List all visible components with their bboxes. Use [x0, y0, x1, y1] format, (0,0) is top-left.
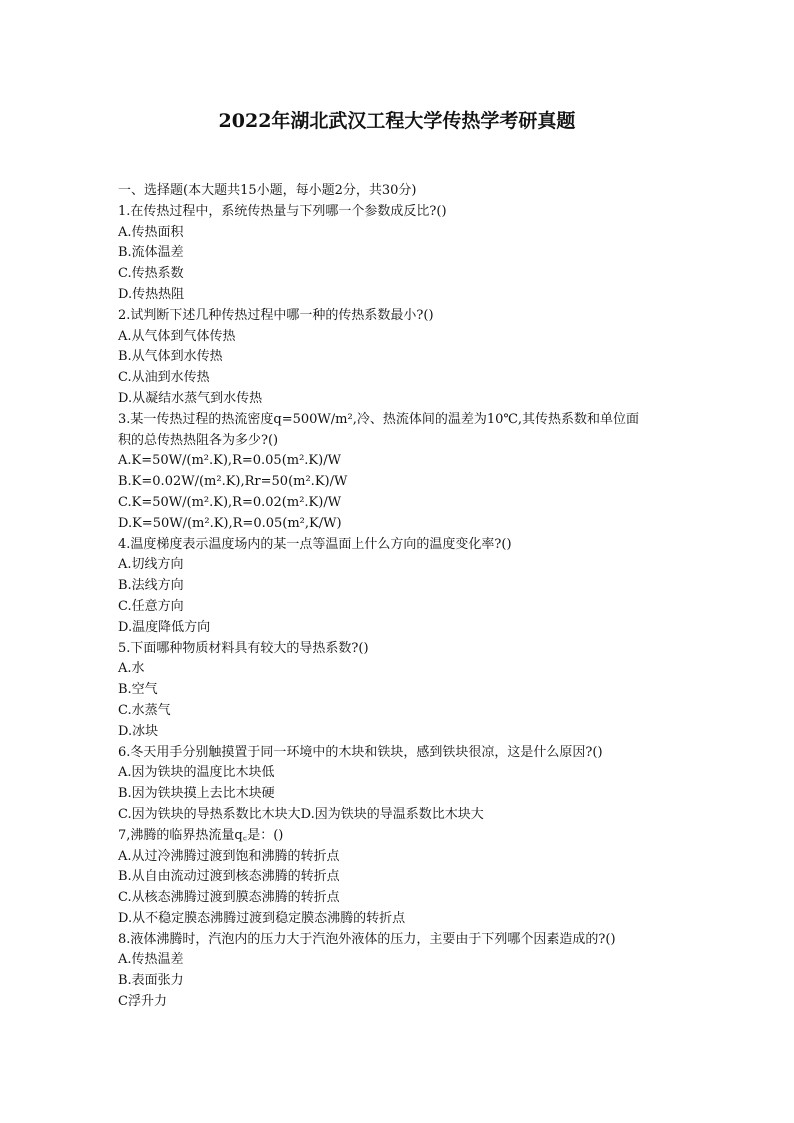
option-6cd: C.因为铁块的导热系数比木块大D.因为铁块的导温系数比木块大	[118, 806, 484, 822]
question-2: 2.试判断下述几种传热过程中哪一种的传热系数最小?()	[118, 307, 434, 323]
option-5b: B.空气	[118, 682, 158, 698]
option-4d: D.温度降低方向	[118, 619, 211, 635]
option-4a: A.切线方向	[118, 557, 184, 573]
question-1: 1.在传热过程中，系统传热量与下列哪一个参数成反比?()	[118, 203, 447, 219]
section-header: 一、选择题(本大题共15小题，每小题2分，共30分)	[118, 183, 417, 198]
option-4c: C.任意方向	[118, 598, 184, 614]
option-1d: D.传热热阻	[118, 286, 185, 302]
option-2d: D.从凝结水蒸气到水传热	[118, 390, 263, 406]
option-8b: B.表面张力	[118, 973, 184, 989]
option-6a: A.因为铁块的温度比木块低	[118, 765, 275, 781]
option-5c: C.水蒸气	[118, 702, 171, 718]
option-7c: C.从核态沸腾过渡到膜态沸腾的转折点	[118, 890, 340, 906]
question-3: 3.某一传热过程的热流密度q=500W/m²,冷、热流体间的温差为10℃,其传热系数和单位面	[118, 411, 640, 427]
option-7b: B.从自由流动过渡到核态沸腾的转折点	[118, 869, 340, 885]
question-4: 4.温度梯度表示温度场内的某一点等温面上什么方向的温度变化率?()	[118, 536, 512, 552]
option-1a: A.传热面积	[118, 224, 184, 240]
question-5: 5.下面哪种物质材料具有较大的导热系数?()	[118, 640, 369, 656]
option-8a: A.传热温差	[118, 952, 184, 968]
option-4b: B.法线方向	[118, 578, 184, 594]
option-1b: B.流体温差	[118, 245, 184, 261]
question-7: 7,沸腾的临界热流量q꜀是：()	[118, 827, 284, 843]
option-5d: D.冰块	[118, 723, 159, 739]
option-5a: A.水	[118, 661, 145, 677]
option-1c: C.传热系数	[118, 266, 184, 282]
question-3-cont: 积的总传热热阻各为多少?()	[118, 432, 279, 448]
option-8c: C浮升力	[118, 994, 167, 1010]
question-6: 6.冬天用手分别触摸置于同一环境中的木块和铁块，感到铁块很凉，这是什么原因?()	[118, 744, 603, 760]
option-3a: A.K=50W/(m².K),R=0.05(m².K)/W	[118, 453, 341, 469]
option-3b: B.K=0.02W/(m².K),Rr=50(m².K)/W	[118, 474, 348, 490]
option-3c: C.K=50W/(m².K),R=0.02(m².K)/W	[118, 494, 342, 510]
document-body	[118, 181, 678, 1013]
option-3d: D.K=50W/(m².K),R=0.05(m²,K/W)	[118, 515, 342, 531]
option-2c: C.从油到水传热	[118, 370, 210, 386]
option-7d: D.从不稳定膜态沸腾过渡到稳定膜态沸腾的转折点	[118, 910, 406, 926]
option-6b: B.因为铁块摸上去比木块硬	[118, 786, 275, 802]
option-7a: A.从过冷沸腾过渡到饱和沸腾的转折点	[118, 848, 340, 864]
option-2b: B.从气体到水传热	[118, 349, 223, 365]
question-8: 8.液体沸腾时，汽泡内的压力大于汽泡外液体的压力，主要由于下列哪个因素造成的?()	[118, 931, 616, 947]
document-title: 2022年湖北武汉工程大学传热学考研真题	[218, 110, 576, 132]
option-2a: A.从气体到气体传热	[118, 328, 236, 344]
